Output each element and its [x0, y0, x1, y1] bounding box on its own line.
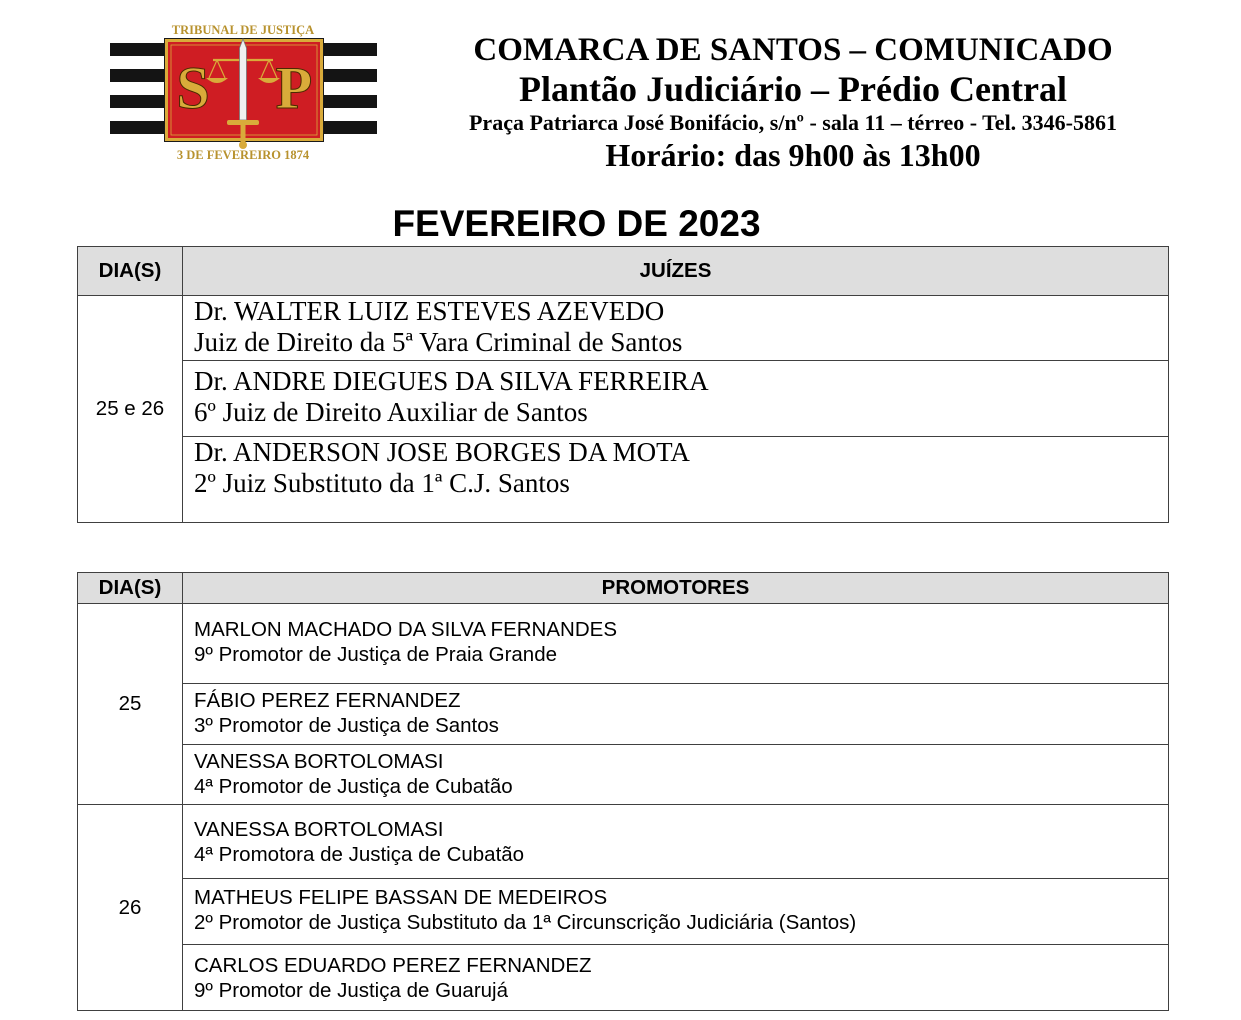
prosecutor-name: CARLOS EDUARDO PEREZ FERNANDEZ	[194, 954, 592, 977]
logo-letter-s: S	[176, 55, 210, 121]
judge-role: 2º Juiz Substituto da 1ª C.J. Santos	[194, 468, 570, 498]
day-label: 25	[118, 692, 142, 715]
judges-header-main	[182, 246, 1169, 296]
tjsp-logo	[105, 20, 385, 170]
prosecutor-entry	[182, 878, 1169, 945]
notice-subtitle: Plantão Judiciário – Prédio Central	[519, 69, 1067, 109]
logo-letter-p: P	[275, 55, 313, 121]
logo-bottom-text: 3 DE FEVEREIRO 1874	[176, 148, 310, 162]
prosecutor-entry	[182, 683, 1169, 745]
prosecutor-name: MARLON MACHADO DA SILVA FERNANDES	[194, 618, 617, 641]
prosecutor-entry	[182, 804, 1169, 879]
prosecutor-name: FÁBIO PEREZ FERNANDEZ	[194, 689, 461, 712]
judge-role: 6º Juiz de Direito Auxiliar de Santos	[194, 397, 588, 427]
month-title: FEVEREIRO DE 2023	[392, 203, 761, 244]
prosecutor-role: 2º Promotor de Justiça Substituto da 1ª Circunscrição Judiciária (Santos)	[194, 910, 857, 934]
judge-entry	[182, 436, 1169, 523]
header-day-label: DIA(S)	[98, 259, 162, 282]
prosecutor-role: 4ª Promotora de Justiça de Cubatão	[194, 842, 525, 866]
notice-title: COMARCA DE SANTOS – COMUNICADO	[473, 32, 1113, 68]
prosecutor-entry	[182, 944, 1169, 1011]
header-judges-label: JUÍZES	[639, 259, 712, 282]
prosecutor-name: MATHEUS FELIPE BASSAN DE MEDEIROS	[194, 886, 608, 909]
day-cell	[77, 804, 183, 1011]
prosecutors-header-main	[182, 572, 1169, 604]
prosecutors-header-day	[77, 572, 183, 604]
day-cell	[77, 295, 183, 523]
judge-name: Dr. ANDRE DIEGUES DA SILVA FERREIRA	[194, 366, 709, 396]
logo-top-text: TRIBUNAL DE JUSTIÇA	[171, 23, 315, 37]
prosecutor-role: 9º Promotor de Justiça de Guarujá	[194, 978, 509, 1002]
notice-hours: Horário: das 9h00 às 13h00	[605, 137, 981, 173]
prosecutor-role: 4ª Promotor de Justiça de Cubatão	[194, 774, 513, 798]
judge-entry	[182, 295, 1169, 361]
judge-name: Dr. WALTER LUIZ ESTEVES AZEVEDO	[194, 296, 665, 326]
day-label: 25 e 26	[95, 397, 165, 420]
prosecutor-role: 9º Promotor de Justiça de Praia Grande	[194, 642, 558, 666]
prosecutor-entry	[182, 744, 1169, 805]
prosecutor-entry	[182, 603, 1169, 684]
prosecutor-name: VANESSA BORTOLOMASI	[194, 750, 444, 773]
notice-address: Praça Patriarca José Bonifácio, s/nº - sala 11 – térreo - Tel. 3346-5861	[468, 110, 1118, 135]
day-label: 26	[118, 895, 142, 919]
header-prosecutors-label: PROMOTORES	[601, 576, 750, 599]
judge-role: Juiz de Direito da 5ª Vara Criminal de Santos	[194, 327, 683, 357]
header-day-label: DIA(S)	[98, 576, 162, 599]
prosecutor-role: 3º Promotor de Justiça de Santos	[194, 713, 499, 737]
prosecutor-name: VANESSA BORTOLOMASI	[194, 818, 444, 841]
day-cell	[77, 603, 183, 805]
judges-header-day	[77, 246, 183, 296]
judge-name: Dr. ANDERSON JOSE BORGES DA MOTA	[194, 437, 690, 467]
judge-entry	[182, 360, 1169, 437]
